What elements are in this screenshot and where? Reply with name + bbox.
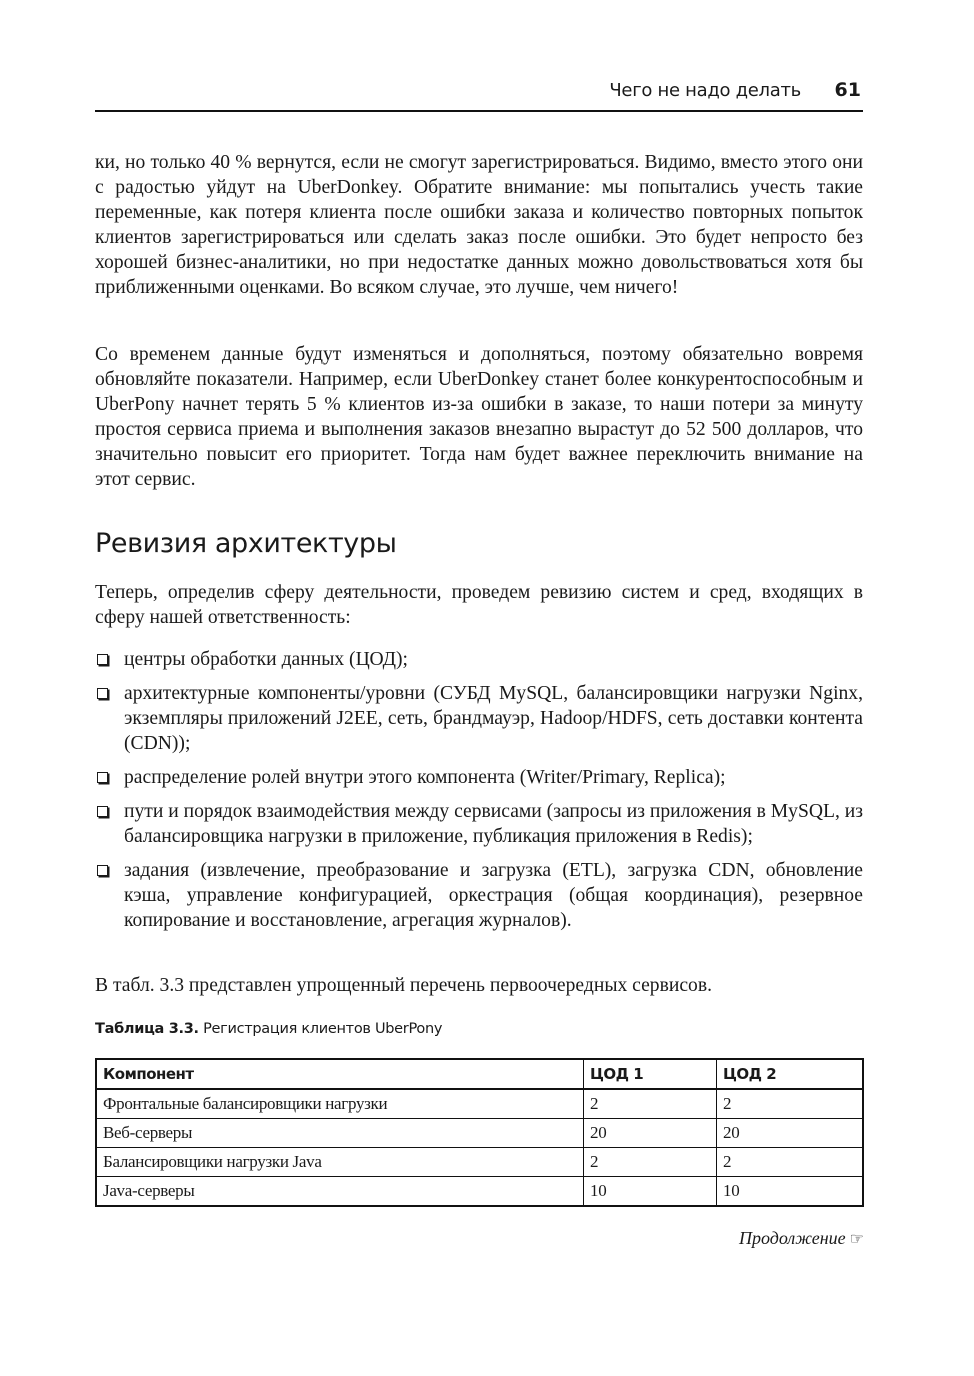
paragraph-3: Теперь, определив сферу деятельности, проведем ревизию систем и сред, входящих в сферу нашей ответственность: [95, 582, 863, 628]
checkbox-bullet-icon [97, 865, 108, 876]
header-dc2: ЦОД 2 [717, 1059, 864, 1089]
table-row [96, 1089, 863, 1119]
pointing-hand-icon: ☞ [849, 1231, 864, 1248]
list-item [95, 799, 863, 849]
cell-dc1: 2 [584, 1148, 717, 1177]
checkbox-bullet-icon [97, 688, 108, 699]
paragraph-2: Со временем данные будут изменяться и дополняться, поэтому обязательно вовремя обновляйте показатели. Например, если UberDonkey станет более конкурентоспособным и UberPony начнет терять 5 % клиентов из-за ошибки в заказе, то наши потери за минуту простоя сервиса приема и выполнения заказов внезапно вырастут до 52 500 долларов, что значительно повысит его приоритет. Тогда нам будет важнее переключить внимание на этот сервис. [95, 344, 863, 490]
list-item-text: задания (извлечение, преобразование и загрузка (ETL), загрузка CDN, обновление кэша, управление конфигурацией, оркестрация (общая координация), резервное копирование и восстановление, агрегация журналов). [124, 860, 863, 931]
running-head [95, 78, 863, 112]
cell-component: Фронтальные балансировщики нагрузки [96, 1089, 584, 1119]
cell-dc2: 2 [717, 1148, 864, 1177]
checkbox-bullet-icon [97, 654, 108, 665]
cell-dc1: 20 [584, 1119, 717, 1148]
table-row [96, 1119, 863, 1148]
cell-dc2: 10 [717, 1177, 864, 1207]
table-caption-text: Регистрация клиентов UberPony [203, 1021, 443, 1037]
paragraph-4: В табл. 3.3 представлен упрощенный перечень первоочередных сервисов. [95, 975, 712, 996]
continue-label: Продолжение [738, 1228, 846, 1248]
cell-component: Балансировщики нагрузки Java [96, 1148, 584, 1177]
table-caption-label: Таблица 3.3. [95, 1021, 199, 1037]
data-table [95, 1058, 864, 1207]
page-number: 61 [834, 79, 861, 101]
list-item-text: центры обработки данных (ЦОД); [124, 649, 408, 670]
list-item [95, 647, 863, 672]
list-item [95, 681, 863, 756]
cell-dc1: 2 [584, 1089, 717, 1119]
list-item [95, 765, 863, 790]
table-caption [95, 1021, 442, 1037]
cell-component: Java-серверы [96, 1177, 584, 1207]
header-component: Компонент [96, 1059, 584, 1089]
header-dc1: ЦОД 1 [584, 1059, 717, 1089]
cell-dc2: 20 [717, 1119, 864, 1148]
table-row [96, 1148, 863, 1177]
cell-component: Веб-серверы [96, 1119, 584, 1148]
continuation-note [739, 1228, 864, 1249]
list-item-text: архитектурные компоненты/уровни (СУБД MySQL, балансировщики нагрузки Nginx, экземпляры приложений J2EE, сеть, брандмауэр, Hadoop/HDFS, сеть доставки контента (CDN)); [124, 683, 863, 754]
list-item [95, 858, 863, 933]
list-item-text: распределение ролей внутри этого компонента (Writer/Primary, Replica); [124, 767, 726, 788]
table-row [96, 1177, 863, 1207]
cell-dc1: 10 [584, 1177, 717, 1207]
bullet-list [95, 647, 863, 942]
checkbox-bullet-icon [97, 806, 108, 817]
list-item-text: пути и порядок взаимодействия между сервисами (запросы из приложения в MySQL, из балансировщика нагрузки в приложение, публикация приложения в Redis); [124, 801, 863, 847]
checkbox-bullet-icon [97, 772, 108, 783]
table-header-row [96, 1059, 863, 1089]
section-heading: Ревизия архитектуры [95, 528, 397, 559]
paragraph-1: ки, но только 40 % вернутся, если не смогут зарегистрироваться. Видимо, вместо этого они с радостью уйдут на UberDonkey. Обратите внимание: мы попытались учесть такие переменные, как потеря клиента после ошибки заказа и количество повторных попыток клиентов зарегистрироваться или сделать заказ после ошибки. Это будет непросто без хорошей бизнес-аналитики, но при недостатке данных можно довольствоваться хотя бы приближенными оценками. Во всяком случае, это лучше, чем ничего! [95, 152, 863, 298]
chapter-title: Чего не надо делать [609, 80, 801, 101]
cell-dc2: 2 [717, 1089, 864, 1119]
